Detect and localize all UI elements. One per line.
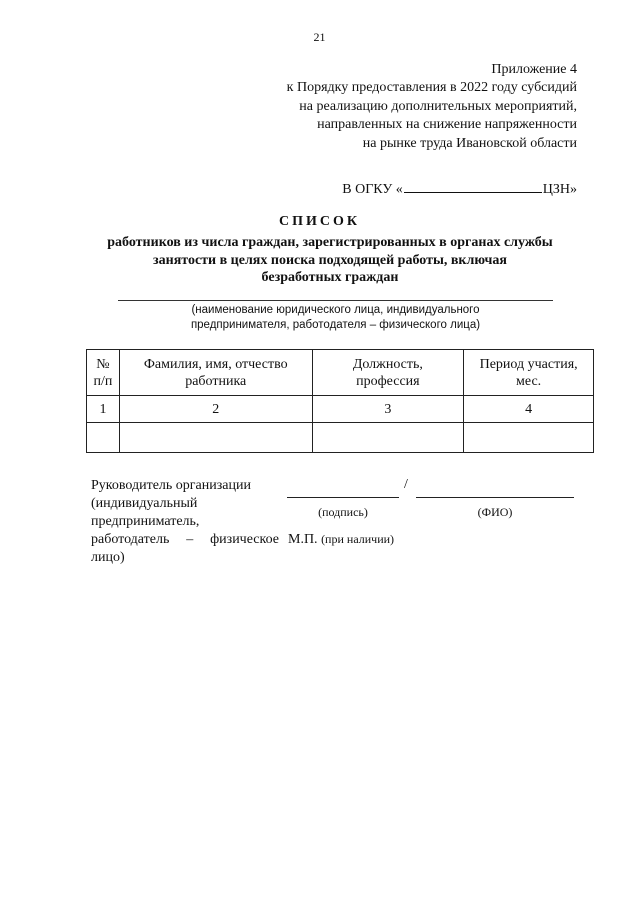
addressee-prefix: В ОГКУ «	[342, 182, 403, 197]
stamp-place	[288, 532, 394, 548]
subtitle-line: безработных граждан	[261, 270, 399, 285]
column-number: 1	[87, 396, 120, 423]
column-number: 2	[119, 396, 312, 423]
appendix-line: к Порядку предоставления в 2022 году субсидий	[286, 80, 577, 96]
signatory-line: Руководитель организации	[91, 478, 251, 493]
appendix-header	[287, 61, 577, 153]
signature-slash: /	[404, 477, 408, 492]
document-subtitle	[80, 234, 580, 287]
column-number: 4	[464, 396, 594, 423]
organization-caption-line: предпринимателя, работодателя – физического лица)	[190, 319, 481, 331]
stamp-note: (при наличии)	[321, 532, 395, 546]
stamp-label: М.П.	[288, 532, 318, 547]
signatory-line-justified	[91, 531, 279, 549]
empty-cell	[464, 423, 594, 453]
header-line: №	[96, 356, 110, 372]
signatory-label	[91, 477, 281, 567]
participants-table	[86, 349, 594, 453]
empty-cell	[119, 423, 312, 453]
page-number: 21	[313, 30, 326, 44]
appendix-line: направленных на снижение напряженности	[317, 117, 577, 133]
header-line: п/п	[93, 373, 113, 389]
header-line: Период участия,	[479, 356, 578, 372]
organization-caption	[118, 303, 553, 333]
column-header-position	[312, 350, 464, 396]
header-line: Должность,	[352, 356, 423, 372]
full-name-caption: (ФИО)	[477, 505, 513, 519]
signature-caption: (подпись)	[318, 505, 368, 519]
column-header-number	[87, 350, 120, 396]
addressee	[342, 180, 577, 198]
signatory-line: лицо)	[91, 550, 125, 565]
column-header-full-name	[119, 350, 312, 396]
table-row	[87, 423, 594, 453]
table-header-row	[87, 350, 594, 396]
signatory-line: (индивидуальный	[91, 496, 198, 511]
subtitle-line: работников из числа граждан, зарегистрированных в органах службы	[107, 235, 553, 250]
subtitle-line: занятости в целях поиска подходящей работы, включая	[153, 252, 507, 268]
column-number: 3	[312, 396, 464, 423]
empty-cell	[312, 423, 464, 453]
empty-cell	[87, 423, 120, 453]
addressee-blank-line	[404, 180, 542, 193]
appendix-line: на реализацию дополнительных мероприятий,	[299, 98, 577, 114]
header-line: профессия	[356, 373, 420, 389]
signatory-word: работодатель	[91, 532, 170, 547]
column-number-row	[87, 396, 594, 423]
signature-line	[287, 497, 399, 498]
organization-caption-line: (наименование юридического лица, индивидуального	[191, 304, 480, 316]
signatory-word: –	[186, 532, 194, 547]
document-title: СПИСОК	[278, 214, 361, 229]
addressee-suffix: ЦЗН»	[542, 182, 577, 197]
signatory-word: физическое	[210, 532, 279, 547]
header-line: мес.	[516, 373, 542, 389]
header-line: Фамилия, имя, отчество	[143, 356, 288, 372]
full-name-line	[416, 497, 574, 498]
column-header-period	[464, 350, 594, 396]
appendix-line: на рынке труда Ивановской области	[362, 135, 577, 151]
organization-name-line	[118, 300, 553, 301]
header-line: работника	[185, 373, 247, 389]
appendix-line: Приложение 4	[491, 62, 577, 77]
signatory-line: предприниматель,	[91, 514, 200, 529]
